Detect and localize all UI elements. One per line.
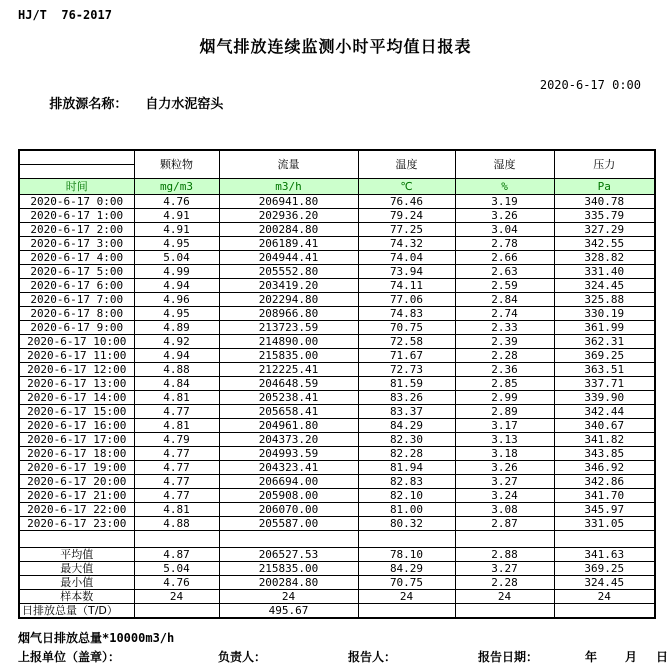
table-cell: 2020-6-17 7:00 xyxy=(19,293,134,307)
table-cell: 2020-6-17 19:00 xyxy=(19,461,134,475)
table-cell: 最大值 xyxy=(19,562,134,576)
footer xyxy=(18,629,669,669)
header-row-top xyxy=(19,150,655,165)
table-cell: 340.67 xyxy=(554,419,655,433)
table-cell: 2020-6-17 6:00 xyxy=(19,279,134,293)
report-unit-label: 上报单位（盖章）： xyxy=(18,650,121,664)
table-cell: 82.10 xyxy=(358,489,455,503)
table-cell: 2020-6-17 17:00 xyxy=(19,433,134,447)
unit-particulate: mg/m3 xyxy=(134,179,219,195)
table-cell: 4.88 xyxy=(134,363,219,377)
table-cell: 369.25 xyxy=(554,562,655,576)
table-row xyxy=(19,335,655,349)
table-cell: 340.78 xyxy=(554,195,655,209)
table-cell: 73.94 xyxy=(358,265,455,279)
table-cell: 204961.80 xyxy=(219,419,358,433)
subheader xyxy=(18,78,641,127)
table-cell: 72.58 xyxy=(358,335,455,349)
table-cell: 205908.00 xyxy=(219,489,358,503)
table-cell: 74.32 xyxy=(358,237,455,251)
table-cell: 204993.59 xyxy=(219,447,358,461)
table-cell: 369.25 xyxy=(554,349,655,363)
emission-source-name: 自力水泥窑头 xyxy=(145,97,224,112)
table-cell: 4.95 xyxy=(134,307,219,321)
table-cell: 206694.00 xyxy=(219,475,358,489)
unit-pressure: Pa xyxy=(554,179,655,195)
table-cell: 200284.80 xyxy=(219,576,358,590)
hourly-data-rows xyxy=(19,195,655,531)
table-cell: 24 xyxy=(455,590,554,604)
table-cell: 2020-6-17 22:00 xyxy=(19,503,134,517)
spacer-cell xyxy=(19,531,134,548)
table-cell: 342.44 xyxy=(554,405,655,419)
table-cell xyxy=(455,604,554,619)
table-cell: 5.04 xyxy=(134,562,219,576)
table-cell: 3.18 xyxy=(455,447,554,461)
table-row xyxy=(19,223,655,237)
table-cell xyxy=(134,604,219,619)
spacer-section xyxy=(19,531,655,548)
manager-label: 负责人： xyxy=(218,650,267,664)
table-cell: 2.89 xyxy=(455,405,554,419)
table-cell: 4.94 xyxy=(134,279,219,293)
table-cell: 4.77 xyxy=(134,475,219,489)
table-cell: 2.28 xyxy=(455,349,554,363)
table-cell: 325.88 xyxy=(554,293,655,307)
table-cell: 324.45 xyxy=(554,279,655,293)
table-cell: 4.76 xyxy=(134,576,219,590)
table-cell: 4.96 xyxy=(134,293,219,307)
table-cell: 71.67 xyxy=(358,349,455,363)
table-row xyxy=(19,461,655,475)
table-cell: 3.27 xyxy=(455,475,554,489)
table-cell: 4.99 xyxy=(134,265,219,279)
table-cell: 2020-6-17 4:00 xyxy=(19,251,134,265)
unit-flow: m3/h xyxy=(219,179,358,195)
table-row xyxy=(19,517,655,531)
table-cell: 2020-6-17 3:00 xyxy=(19,237,134,251)
table-cell: 2.88 xyxy=(455,548,554,562)
table-cell: 331.05 xyxy=(554,517,655,531)
time-column-header: 时间 xyxy=(19,179,134,195)
table-cell: 2.84 xyxy=(455,293,554,307)
table-cell: 3.19 xyxy=(455,195,554,209)
table-row xyxy=(19,419,655,433)
table-cell: 2020-6-17 0:00 xyxy=(19,195,134,209)
table-cell: 79.24 xyxy=(358,209,455,223)
spacer-cell xyxy=(358,531,455,548)
table-cell: 4.92 xyxy=(134,335,219,349)
table-cell: 2020-6-17 11:00 xyxy=(19,349,134,363)
table-cell: 2.85 xyxy=(455,377,554,391)
table-cell: 335.79 xyxy=(554,209,655,223)
table-row xyxy=(19,293,655,307)
table-cell: 341.70 xyxy=(554,489,655,503)
standard-code: HJ/T 76-2017 xyxy=(18,8,112,22)
unit-row xyxy=(19,179,655,195)
table-cell: 81.00 xyxy=(358,503,455,517)
table-cell: 342.55 xyxy=(554,237,655,251)
table-cell: 4.87 xyxy=(134,548,219,562)
summary-rows xyxy=(19,548,655,619)
table-row xyxy=(19,251,655,265)
table-cell: 76.46 xyxy=(358,195,455,209)
table-cell: 4.95 xyxy=(134,237,219,251)
table-cell: 2020-6-17 18:00 xyxy=(19,447,134,461)
table-cell: 平均值 xyxy=(19,548,134,562)
table-cell: 4.77 xyxy=(134,405,219,419)
table-cell: 24 xyxy=(358,590,455,604)
header-empty-cell-bottom xyxy=(19,165,134,179)
table-cell: 202294.80 xyxy=(219,293,358,307)
table-cell: 327.29 xyxy=(554,223,655,237)
table-cell: 24 xyxy=(554,590,655,604)
flow-total-note: 烟气日排放总量*10000m3/h xyxy=(18,631,175,645)
table-cell: 3.26 xyxy=(455,209,554,223)
table-cell: 80.32 xyxy=(358,517,455,531)
emission-source-label: 排放源名称： xyxy=(49,97,128,112)
table-cell: 2020-6-17 1:00 xyxy=(19,209,134,223)
table-cell: 2.66 xyxy=(455,251,554,265)
table-cell: 77.25 xyxy=(358,223,455,237)
table-cell: 4.76 xyxy=(134,195,219,209)
spacer-cell xyxy=(455,531,554,548)
report-date-label: 报告日期： xyxy=(478,650,539,664)
col-header-flow: 流量 xyxy=(219,150,358,179)
table-cell: 203419.20 xyxy=(219,279,358,293)
table-row xyxy=(19,377,655,391)
col-header-pressure: 压力 xyxy=(554,150,655,179)
table-cell: 4.89 xyxy=(134,321,219,335)
table-cell: 2020-6-17 13:00 xyxy=(19,377,134,391)
spacer-cell xyxy=(554,531,655,548)
table-cell: 74.04 xyxy=(358,251,455,265)
table-row xyxy=(19,405,655,419)
table-cell: 206189.41 xyxy=(219,237,358,251)
table-cell: 3.27 xyxy=(455,562,554,576)
table-cell: 2020-6-17 8:00 xyxy=(19,307,134,321)
table-cell: 4.77 xyxy=(134,461,219,475)
col-header-particulate: 颗粒物 xyxy=(134,150,219,179)
table-cell: 2020-6-17 16:00 xyxy=(19,419,134,433)
year-label: 年 xyxy=(585,650,598,664)
table-cell: 204944.41 xyxy=(219,251,358,265)
table-cell: 2020-6-17 20:00 xyxy=(19,475,134,489)
table-cell: 3.08 xyxy=(455,503,554,517)
table-cell: 3.26 xyxy=(455,461,554,475)
table-cell: 204648.59 xyxy=(219,377,358,391)
table-cell: 3.04 xyxy=(455,223,554,237)
table-cell: 204323.41 xyxy=(219,461,358,475)
table-cell: 205658.41 xyxy=(219,405,358,419)
table-cell: 2020-6-17 15:00 xyxy=(19,405,134,419)
table-cell: 83.37 xyxy=(358,405,455,419)
table-cell: 82.83 xyxy=(358,475,455,489)
table-cell: 2.99 xyxy=(455,391,554,405)
col-header-temperature: 温度 xyxy=(358,150,455,179)
table-cell: 4.94 xyxy=(134,349,219,363)
table-cell: 84.29 xyxy=(358,562,455,576)
report-table xyxy=(18,149,656,619)
table-cell: 2020-6-17 23:00 xyxy=(19,517,134,531)
unit-temperature: ℃ xyxy=(358,179,455,195)
table-cell: 4.77 xyxy=(134,447,219,461)
table-cell: 331.40 xyxy=(554,265,655,279)
table-cell: 70.75 xyxy=(358,321,455,335)
table-cell: 77.06 xyxy=(358,293,455,307)
table-cell: 2020-6-17 9:00 xyxy=(19,321,134,335)
table-cell: 4.81 xyxy=(134,419,219,433)
table-cell: 4.91 xyxy=(134,209,219,223)
day-label: 日 xyxy=(656,650,669,664)
table-cell: 213723.59 xyxy=(219,321,358,335)
table-cell: 342.86 xyxy=(554,475,655,489)
month-label: 月 xyxy=(625,650,638,664)
table-cell: 78.10 xyxy=(358,548,455,562)
table-cell: 日排放总量（T/D） xyxy=(19,604,134,619)
table-cell: 最小值 xyxy=(19,576,134,590)
table-row xyxy=(19,391,655,405)
table-cell xyxy=(554,604,655,619)
table-cell: 2020-6-17 5:00 xyxy=(19,265,134,279)
table-cell: 495.67 xyxy=(219,604,358,619)
table-cell: 2020-6-17 21:00 xyxy=(19,489,134,503)
table-cell: 74.11 xyxy=(358,279,455,293)
table-cell: 4.84 xyxy=(134,377,219,391)
table-row xyxy=(19,475,655,489)
table-cell: 83.26 xyxy=(358,391,455,405)
header-empty-cell-top xyxy=(19,150,134,165)
table-cell: 362.31 xyxy=(554,335,655,349)
table-cell: 200284.80 xyxy=(219,223,358,237)
table-row xyxy=(19,237,655,251)
table-cell: 4.81 xyxy=(134,503,219,517)
table-cell: 214890.00 xyxy=(219,335,358,349)
table-row xyxy=(19,279,655,293)
table-cell: 81.94 xyxy=(358,461,455,475)
table-cell: 2.33 xyxy=(455,321,554,335)
col-header-humidity: 湿度 xyxy=(455,150,554,179)
table-cell: 341.63 xyxy=(554,548,655,562)
table-cell: 202936.20 xyxy=(219,209,358,223)
table-cell: 2.74 xyxy=(455,307,554,321)
table-cell: 24 xyxy=(134,590,219,604)
unit-humidity: % xyxy=(455,179,554,195)
table-cell: 205552.80 xyxy=(219,265,358,279)
table-cell: 84.29 xyxy=(358,419,455,433)
table-cell: 208966.80 xyxy=(219,307,358,321)
table-cell: 2.39 xyxy=(455,335,554,349)
table-cell: 328.82 xyxy=(554,251,655,265)
table-cell: 205587.00 xyxy=(219,517,358,531)
table-row xyxy=(19,307,655,321)
report-title: 烟气排放连续监测小时平均值日报表 xyxy=(199,37,472,56)
spacer-cell xyxy=(219,531,358,548)
table-cell: 82.30 xyxy=(358,433,455,447)
table-cell: 81.59 xyxy=(358,377,455,391)
table-cell: 70.75 xyxy=(358,576,455,590)
table-cell: 82.28 xyxy=(358,447,455,461)
table-cell: 3.13 xyxy=(455,433,554,447)
table-cell: 4.91 xyxy=(134,223,219,237)
table-cell: 2.28 xyxy=(455,576,554,590)
table-row xyxy=(19,321,655,335)
table-cell: 212225.41 xyxy=(219,363,358,377)
table-cell: 4.81 xyxy=(134,391,219,405)
table-cell: 3.17 xyxy=(455,419,554,433)
table-cell: 204373.20 xyxy=(219,433,358,447)
table-row xyxy=(19,265,655,279)
table-cell: 72.73 xyxy=(358,363,455,377)
table-row xyxy=(19,447,655,461)
table-cell: 330.19 xyxy=(554,307,655,321)
table-cell: 5.04 xyxy=(134,251,219,265)
table-cell: 2.59 xyxy=(455,279,554,293)
table-cell: 345.97 xyxy=(554,503,655,517)
table-cell: 363.51 xyxy=(554,363,655,377)
table-cell: 2.87 xyxy=(455,517,554,531)
table-row xyxy=(19,548,655,562)
table-cell: 24 xyxy=(219,590,358,604)
table-cell: 74.83 xyxy=(358,307,455,321)
table-row xyxy=(19,349,655,363)
table-cell: 341.82 xyxy=(554,433,655,447)
table-cell: 324.45 xyxy=(554,576,655,590)
table-row xyxy=(19,363,655,377)
table-cell: 215835.00 xyxy=(219,349,358,363)
spacer-row xyxy=(19,531,655,548)
table-cell: 2.63 xyxy=(455,265,554,279)
table-cell: 2020-6-17 12:00 xyxy=(19,363,134,377)
table-cell: 206527.53 xyxy=(219,548,358,562)
table-header xyxy=(19,150,655,195)
table-cell: 337.71 xyxy=(554,377,655,391)
emission-source xyxy=(18,78,223,127)
table-cell: 2020-6-17 2:00 xyxy=(19,223,134,237)
table-cell: 2020-6-17 14:00 xyxy=(19,391,134,405)
spacer-cell xyxy=(134,531,219,548)
table-cell: 3.24 xyxy=(455,489,554,503)
table-cell: 4.88 xyxy=(134,517,219,531)
table-cell: 2020-6-17 10:00 xyxy=(19,335,134,349)
table-row xyxy=(19,590,655,604)
table-row xyxy=(19,209,655,223)
table-row xyxy=(19,195,655,209)
table-cell: 206070.00 xyxy=(219,503,358,517)
report-datetime: 2020-6-17 0:00 xyxy=(539,78,641,92)
table-cell: 4.79 xyxy=(134,433,219,447)
table-cell: 346.92 xyxy=(554,461,655,475)
table-cell: 2.78 xyxy=(455,237,554,251)
table-cell: 343.85 xyxy=(554,447,655,461)
table-cell xyxy=(358,604,455,619)
table-cell: 205238.41 xyxy=(219,391,358,405)
table-row xyxy=(19,562,655,576)
table-cell: 361.99 xyxy=(554,321,655,335)
table-cell: 215835.00 xyxy=(219,562,358,576)
table-row xyxy=(19,503,655,517)
table-row xyxy=(19,433,655,447)
table-row xyxy=(19,489,655,503)
table-cell: 样本数 xyxy=(19,590,134,604)
table-cell: 206941.80 xyxy=(219,195,358,209)
table-cell: 4.77 xyxy=(134,489,219,503)
table-cell: 339.90 xyxy=(554,391,655,405)
table-row xyxy=(19,604,655,619)
reporter-label: 报告人： xyxy=(348,650,397,664)
table-cell: 2.36 xyxy=(455,363,554,377)
table-row xyxy=(19,576,655,590)
